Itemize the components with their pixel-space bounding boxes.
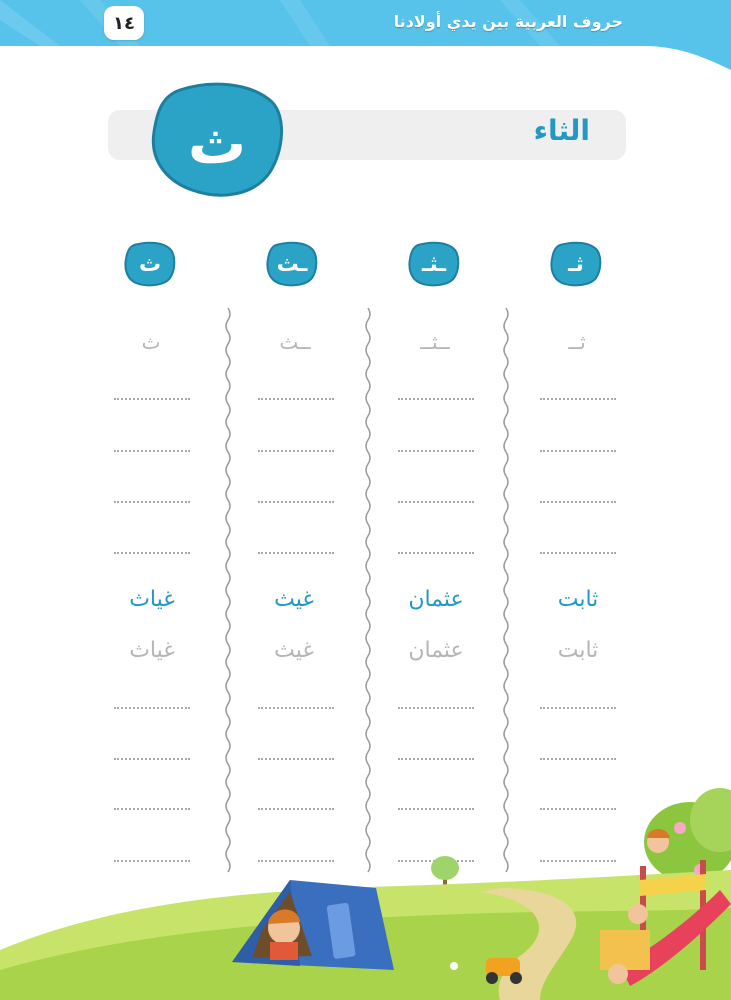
- writing-line[interactable]: [540, 398, 616, 400]
- letter-badge: [150, 80, 284, 198]
- form-label: ـثـ: [421, 251, 447, 277]
- writing-line[interactable]: [258, 450, 334, 452]
- trace-letter: ثــ: [568, 330, 586, 354]
- writing-line[interactable]: [540, 552, 616, 554]
- writing-line[interactable]: [398, 758, 474, 760]
- trace-letter: ــثــ: [420, 330, 450, 354]
- trace-word: ثابت: [557, 638, 599, 663]
- writing-line[interactable]: [114, 707, 190, 709]
- writing-line[interactable]: [114, 450, 190, 452]
- writing-line[interactable]: [114, 501, 190, 503]
- writing-line[interactable]: [258, 758, 334, 760]
- writing-line[interactable]: [258, 501, 334, 503]
- form-label: ـث: [276, 251, 308, 277]
- writing-line[interactable]: [258, 552, 334, 554]
- trace-letter: ث: [141, 330, 161, 354]
- form-badge-final: [266, 241, 318, 287]
- writing-line[interactable]: [114, 552, 190, 554]
- example-word: غياث: [129, 587, 175, 612]
- badge-letter: ث: [187, 109, 247, 177]
- form-badge-initial: [550, 241, 602, 287]
- writing-line[interactable]: [540, 758, 616, 760]
- page-header: [0, 0, 731, 62]
- letter-name: الثاء: [533, 114, 590, 147]
- trace-word: عثمان: [408, 638, 464, 663]
- writing-line[interactable]: [398, 450, 474, 452]
- trace-word: غياث: [129, 638, 175, 663]
- page-number: ١٤: [104, 6, 144, 40]
- writing-line[interactable]: [114, 398, 190, 400]
- book-title: حروف العربية بين يدي أولادنا: [393, 12, 623, 31]
- trace-word: غيث: [274, 638, 314, 663]
- writing-line[interactable]: [114, 758, 190, 760]
- writing-line[interactable]: [398, 707, 474, 709]
- example-word: عثمان: [408, 587, 464, 612]
- writing-line[interactable]: [398, 398, 474, 400]
- writing-line[interactable]: [398, 552, 474, 554]
- writing-line[interactable]: [258, 398, 334, 400]
- writing-line[interactable]: [258, 707, 334, 709]
- trace-letter: ــث: [279, 330, 311, 354]
- example-word: غيث: [274, 587, 314, 612]
- writing-line[interactable]: [540, 501, 616, 503]
- form-badge-medial: [408, 241, 460, 287]
- form-label: ثـ: [568, 251, 584, 277]
- writing-line[interactable]: [540, 707, 616, 709]
- example-word: ثابت: [557, 587, 599, 612]
- form-label: ث: [138, 251, 162, 277]
- writing-line[interactable]: [398, 501, 474, 503]
- writing-line[interactable]: [540, 450, 616, 452]
- playground-illustration: [0, 780, 731, 1000]
- form-badge-isolated: [124, 241, 176, 287]
